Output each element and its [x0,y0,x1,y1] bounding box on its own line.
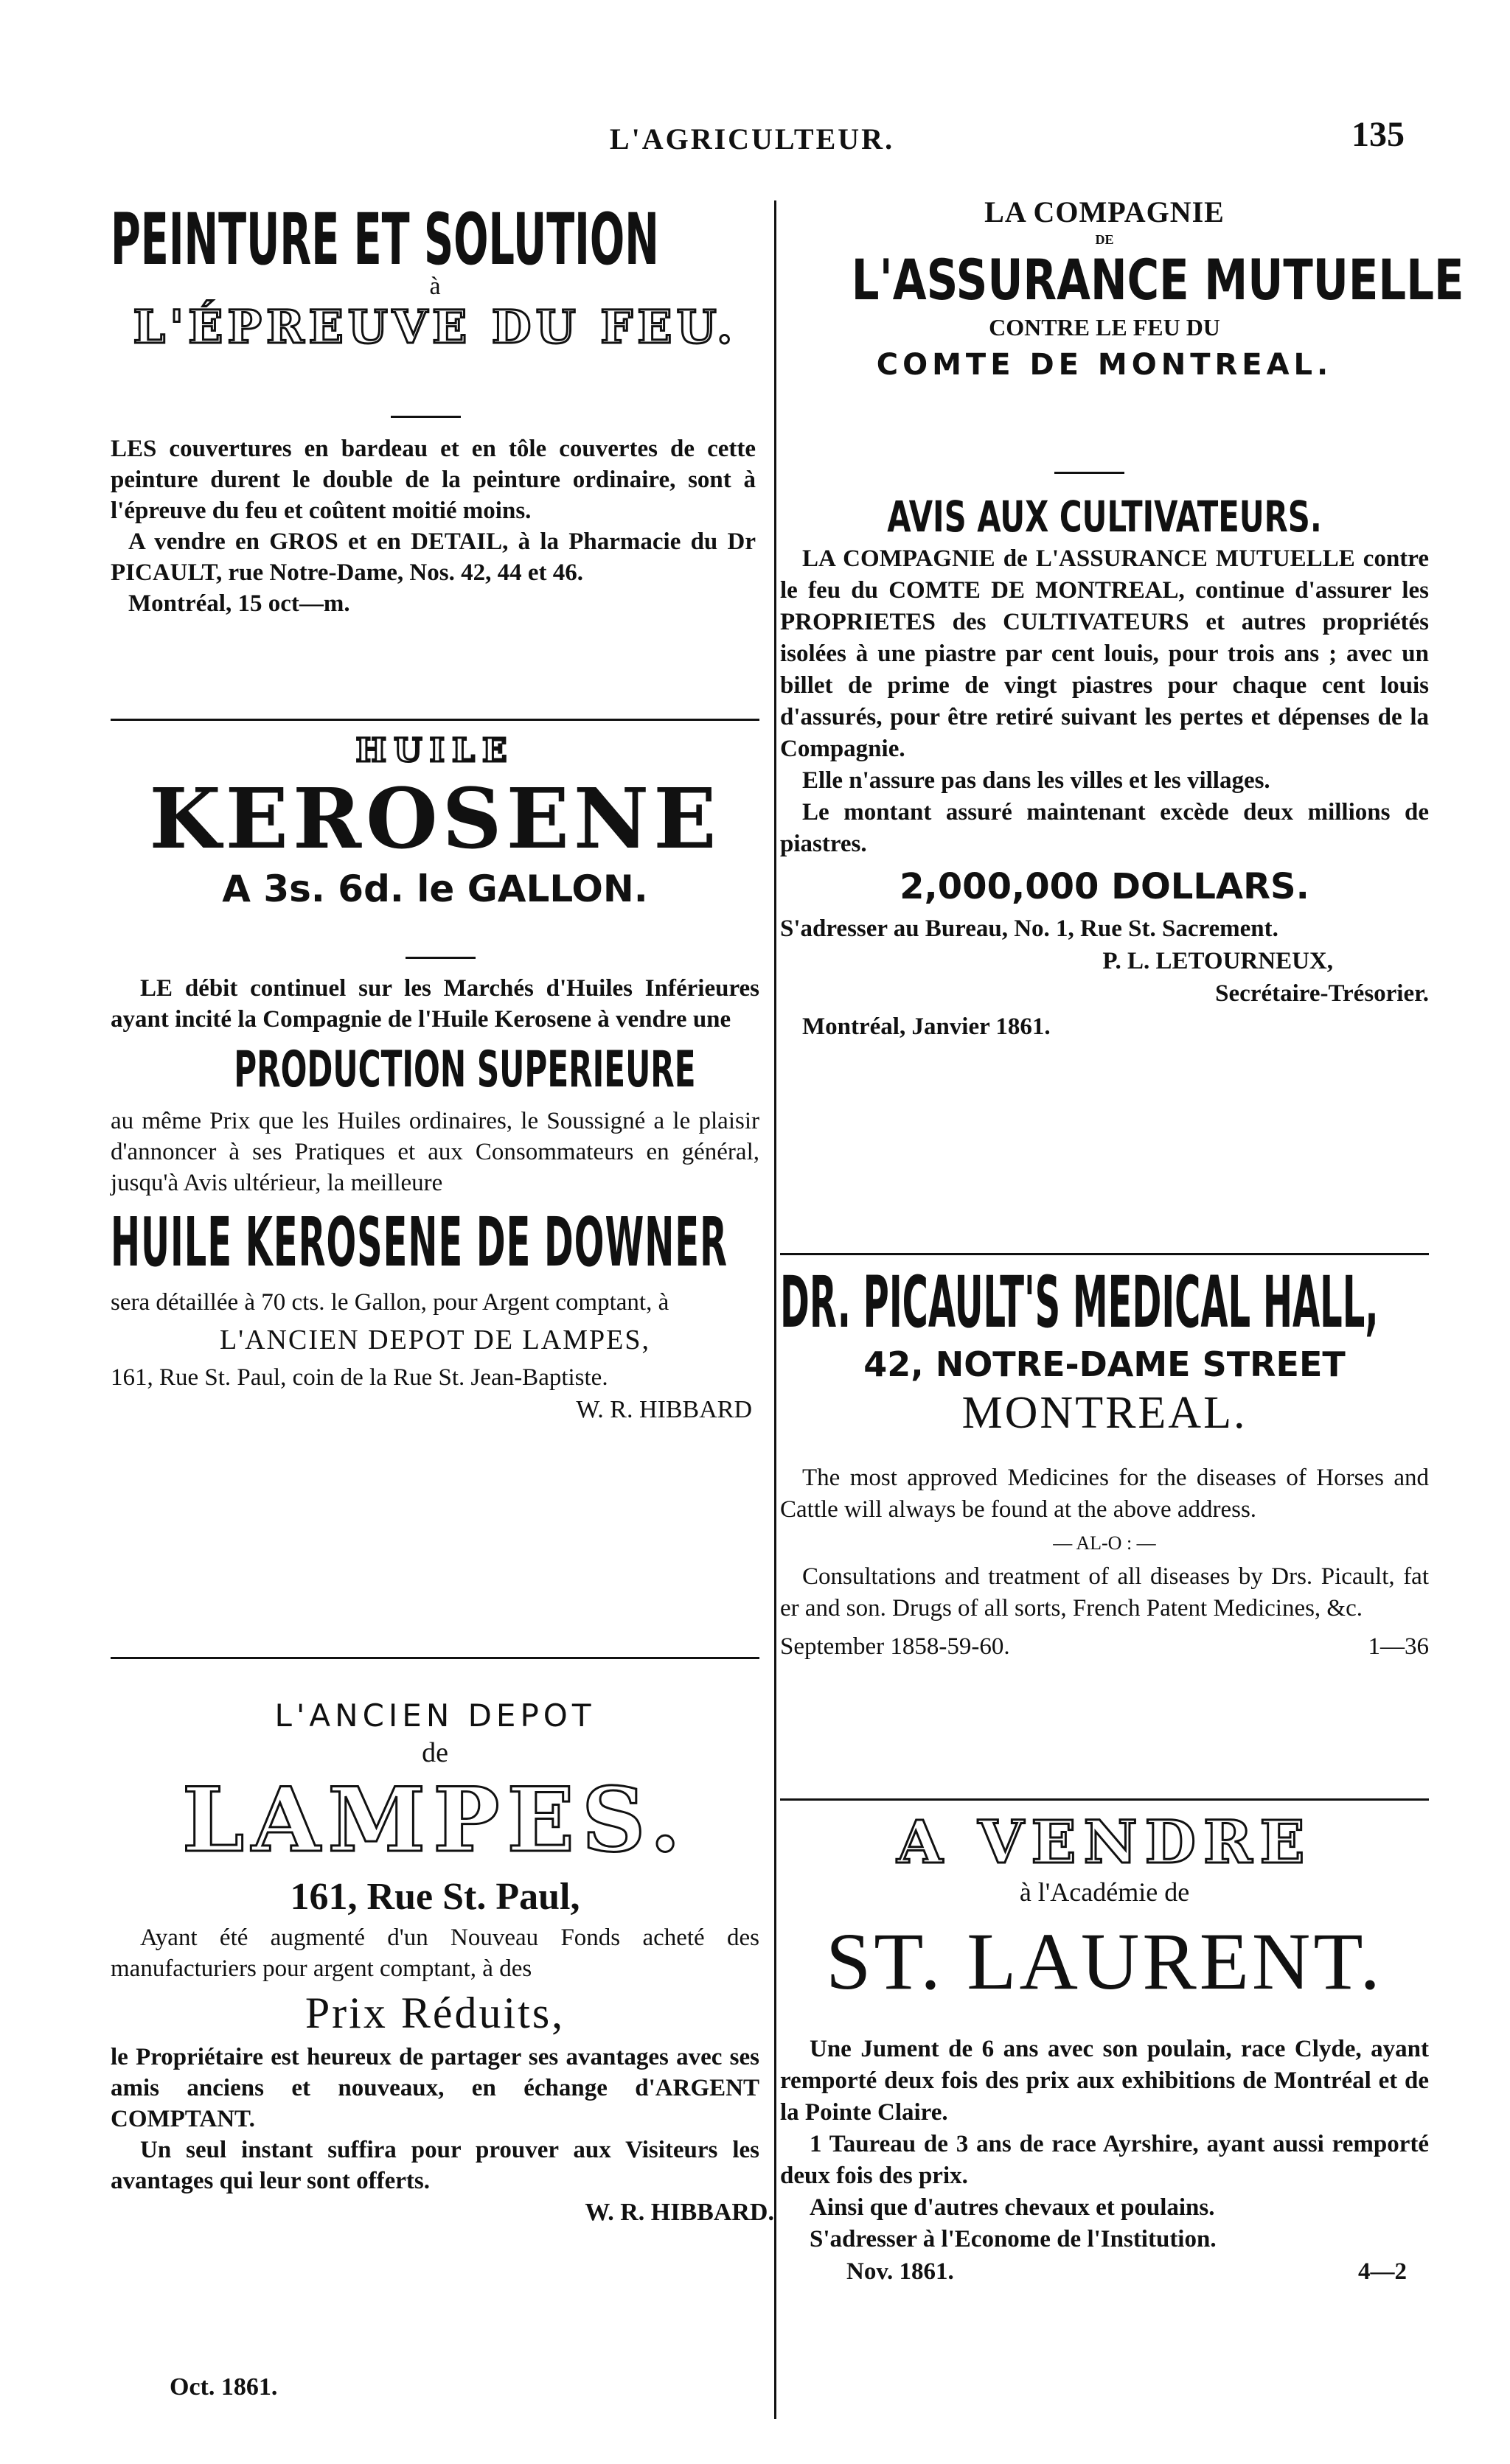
kerosene-ad [111,730,759,911]
assurance-signer: P. L. LETOURNEUX, [1102,948,1333,974]
kerosene-huile: HUILE [355,732,515,769]
assurance-ad [780,193,1464,388]
kerosene-body-block [111,973,759,1427]
vendre-body1: Une Jument de 6 ans avec son poulain, race Clyde, ayant remporté deux fois des prix aux exhibitions de Montréal et de la Pointe Claire. [780,2036,1429,2126]
kerosene-production: PRODUCTION SUPERIEURE [234,1041,696,1099]
assurance-body-block [780,490,1429,1044]
assurance-amount: 2,000,000 DOLLARS. [900,866,1309,907]
section-rule [780,1253,1429,1255]
vendre-body3: Ainsi que d'autres chevaux et poulains. [810,2194,1215,2221]
peinture-sale-info: A vendre en GROS et en DETAIL, à la Pharmacie du Dr PICAULT, rue Notre-Dame, Nos. 42, 44 et 46. [111,528,756,586]
vendre-footer [780,2255,1429,2288]
lampes-ad [111,1695,774,2229]
kerosene-name: KEROSENE [149,771,721,868]
kerosene-downer: HUILE KEROSENE DE DOWNER [111,1203,728,1282]
lampes-name: LAMPES. [181,1768,689,1872]
kerosene-depot: L'ANCIEN DEPOT DE LAMPES, [220,1325,650,1355]
vendre-date: Nov. 1861. [846,2258,954,2285]
medical-ad [780,1262,1429,1664]
medical-body1: The most approved Medicines for the diseases of Horses and Cattle will always be found at the above address. [780,1465,1429,1523]
kerosene-address: 161, Rue St. Paul, coin de la Rue St. Jean-Baptiste. [111,1364,608,1391]
medical-ref: 1—36 [1368,1633,1429,1660]
kerosene-body2: au même Prix que les Huiles ordinaires, le Soussigné a le plaisir d'annoncer à ses Pratiques et aux Consommateurs en général, jusqu'à Avis ultérieur, la meilleure [111,1108,759,1196]
peinture-dateline: Montréal, 15 oct—m. [128,590,350,617]
peinture-title: PEINTURE ET SOLUTION [111,198,659,281]
vendre-title: A VENDRE [897,1807,1312,1877]
assurance-title: L'ASSURANCE MUTUELLE [851,247,1464,313]
kerosene-body1: LE débit continuel sur les Marchés d'Huiles Inférieures ayant incité la Compagnie de l'Huile Kerosene à vendre une [111,975,759,1033]
vendre-place: ST. LAURENT. [826,1916,1383,2006]
peinture-body: LES couvertures en bardeau et en tôle couvertes de cette peinture durent le double de la peinture ordinaire, sont à l'épreuve du feu et coûtent moitié moins. [111,436,756,524]
lampes-body3: Un seul instant suffira pour prouver aux Visiteurs les avantages qui leur sont offerts. [111,2137,759,2194]
kerosene-price: A 3s. 6d. le GALLON. [222,868,648,910]
kerosene-signature: W. R. HIBBARD [576,1396,752,1423]
medical-date: September 1858-59-60. [780,1633,1010,1660]
vendre-subtitle: à l'Académie de [1019,1877,1190,1907]
assurance-date: Montréal, Janvier 1861. [802,1013,1051,1040]
assurance-address: S'adresser au Bureau, No. 1, Rue St. Sacrement. [780,915,1278,942]
lampes-de: de [422,1737,448,1768]
column-divider [774,200,776,2419]
medical-also: — AL-O : — [1053,1532,1156,1554]
kerosene-body3: sera détaillée à 70 cts. le Gallon, pour Argent comptant, à [111,1289,669,1316]
assurance-comte: COMTE DE MONTREAL. [876,348,1333,382]
short-rule [406,957,476,959]
vendre-body2: 1 Taureau de 3 ans de race Ayrshire, ayant aussi remporté deux fois des prix. [780,2131,1429,2189]
lampes-date: Oct. 1861. [170,2373,278,2401]
assurance-avis: AVIS AUX CULTIVATEURS. [887,492,1322,542]
medical-title: DR. PICAULT'S MEDICAL HALL, [780,1261,1379,1344]
assurance-body3: Le montant assuré maintenant excède deux millions de piastres. [780,799,1429,857]
section-rule [111,719,759,721]
section-rule [111,1657,759,1659]
medical-street: 42, NOTRE-DAME STREET [863,1344,1346,1384]
page-number: 135 [1351,115,1405,154]
assurance-contre: CONTRE LE FEU DU [989,314,1220,341]
assurance-la-compagnie: LA COMPAGNIE [984,195,1225,228]
lampes-signature: W. R. HIBBARD. [585,2199,774,2226]
vendre-ref: 4—2 [1358,2258,1407,2285]
section-rule [780,1798,1429,1801]
medical-body2: Consultations and treatment of all diseases by Drs. Picault, fat er and son. Drugs of all sorts, French Patent Medicines, &c. [780,1563,1429,1622]
lampes-address: 161, Rue St. Paul, [290,1876,580,1918]
lampes-prix: Prix Réduits, [305,1989,566,2037]
assurance-signer-title: Secrétaire-Trésorier. [1215,980,1429,1007]
lampes-title: L'ANCIEN DEPOT [274,1697,596,1734]
medical-footer [780,1629,1429,1664]
peinture-ad [111,199,759,357]
peinture-connector: à [429,273,441,300]
medical-city: MONTREAL. [961,1388,1248,1438]
vendre-ad [780,1809,1429,2288]
assurance-body1: LA COMPAGNIE de L'ASSURANCE MUTUELLE contre le feu du COMTE DE MONTREAL, continue d'assurer les PROPRIETES des CULTIVATEURS et autres propriétés isolées à une piastre par cent louis, pour trois ans ; avec un billet de prime de vingt piastres pour chaque cent louis d'assurés, pour être retiré suivant les pertes et dépenses de la Compagnie. [780,545,1429,762]
lampes-body1: Ayant été augmenté d'un Nouveau Fonds acheté des manufacturiers pour argent comptant, à des [111,1924,759,1982]
short-rule [391,416,461,418]
peinture-body-block [111,433,756,619]
short-rule [1054,472,1124,474]
peinture-subtitle: L'ÉPREUVE DU FEU. [133,300,737,354]
lampes-body2: le Propriétaire est heureux de partager ses avantages avec ses amis anciens et nouveaux, en échange d'ARGENT COMPTANT. [111,2044,759,2132]
assurance-de: DE [1095,232,1114,247]
assurance-body2: Elle n'assure pas dans les villes et les villages. [802,767,1270,794]
running-title: L'AGRICULTEUR. [609,122,895,156]
vendre-body4: S'adresser à l'Econome de l'Institution. [810,2226,1217,2252]
